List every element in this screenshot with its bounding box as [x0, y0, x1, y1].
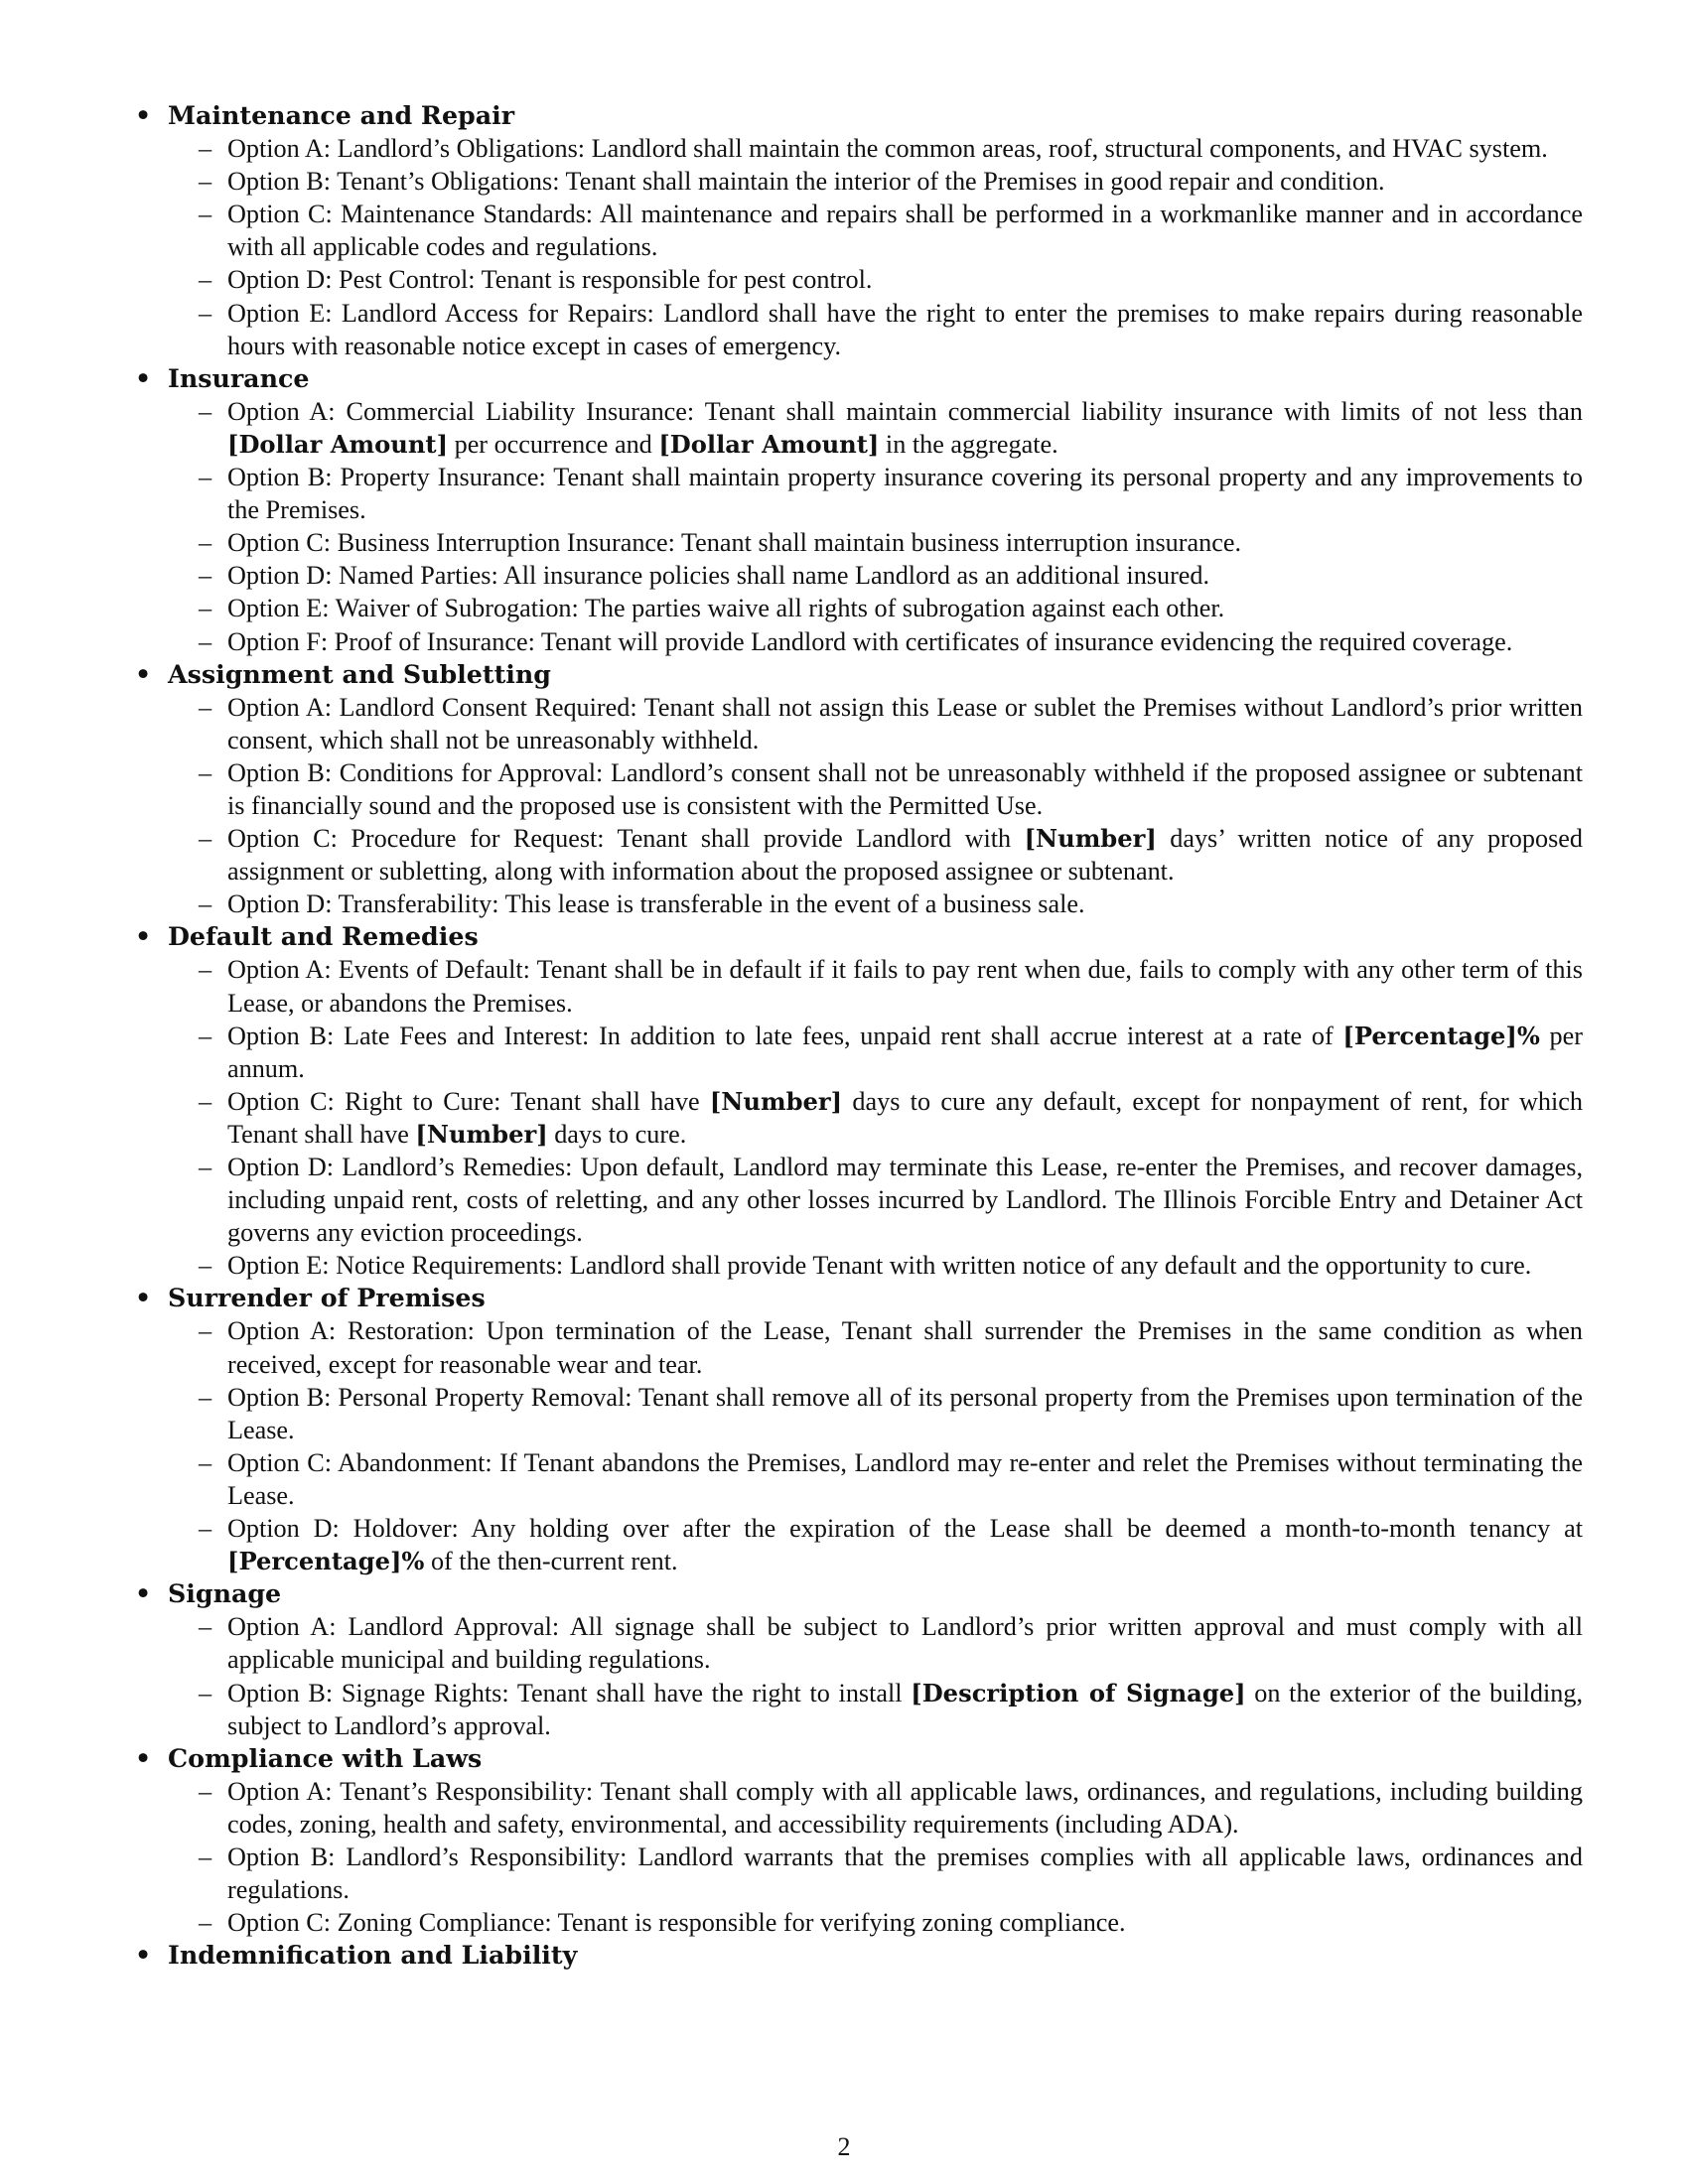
option-text: Option D: Pest Control: Tenant is responsible for pest control. [227, 265, 873, 295]
option-text: on the exterior of the building, subject to Landlord’s approval. [227, 1678, 1583, 1740]
option-text: days to cure. [547, 1119, 687, 1149]
option-text: Option C: Maintenance Standards: All maintenance and repairs shall be performed in a workmanlike manner and in accordance with all applicable codes and regulations. [227, 200, 1583, 262]
dash-icon: – [199, 561, 212, 591]
option-item [135, 1677, 1583, 1742]
dash-icon: – [199, 626, 212, 656]
option-item [135, 198, 1583, 263]
dash-icon: – [199, 265, 212, 295]
section-heading [135, 920, 1583, 953]
section-title: Indemnification and Liability [168, 1940, 578, 1971]
option-item [135, 165, 1583, 198]
option-item [135, 756, 1583, 822]
dash-icon: – [199, 1021, 212, 1050]
section [135, 658, 1583, 921]
page-number: 2 [837, 2132, 851, 2161]
section [135, 920, 1583, 1282]
dash-icon: – [199, 1842, 212, 1871]
option-item [135, 461, 1583, 526]
option-text: Option C: Business Interruption Insurance: Tenant shall maintain business interruption insurance. [227, 528, 1241, 558]
dash-icon: – [199, 1086, 212, 1116]
option-item [135, 1775, 1583, 1841]
option-text: days to cure any default, except for nonpayment of rent, for which Tenant shall have [227, 1086, 1583, 1149]
option-text: in the aggregate. [879, 429, 1058, 459]
section-title: Assignment and Subletting [168, 658, 551, 689]
option-item [135, 691, 1583, 756]
dash-icon: – [199, 1776, 212, 1806]
option-item [135, 1906, 1583, 1939]
dash-icon: – [199, 200, 212, 229]
dash-icon: – [199, 1678, 212, 1707]
dash-icon: – [199, 757, 212, 787]
option-item [135, 263, 1583, 296]
dash-icon: – [199, 692, 212, 722]
option-item [135, 1151, 1583, 1249]
option-text: per annum. [227, 1021, 1583, 1083]
bullet-icon: • [135, 1742, 152, 1773]
dash-icon: – [199, 1251, 212, 1281]
section-heading [135, 362, 1583, 395]
option-text: Option A: Tenant’s Responsibility: Tenant shall comply with all applicable laws, ordinances, and regulations, including building codes, zoning, health and safety, environmental, and accessibility requirements (including ADA). [227, 1776, 1583, 1839]
option-text: Option B: Personal Property Removal: Tenant shall remove all of its personal property from the Premises upon termination of the Lease. [227, 1382, 1583, 1444]
dash-icon: – [199, 1447, 212, 1477]
option-item [135, 887, 1583, 920]
option-text: Option B: Property Insurance: Tenant shall maintain property insurance covering its personal property and any improvements to the Premises. [227, 463, 1583, 525]
dash-icon: – [199, 1612, 212, 1642]
bullet-icon: • [135, 100, 152, 130]
option-item [135, 1381, 1583, 1446]
option-item [135, 625, 1583, 658]
option-text: Option D: Named Parties: All insurance policies shall name Landlord as an additional insured. [227, 561, 1210, 591]
placeholder-field: [Percentage]% [227, 1547, 425, 1576]
option-item [135, 132, 1583, 165]
option-text: Option C: Procedure for Request: Tenant shall provide Landlord with [227, 824, 1025, 854]
section-heading [135, 658, 1583, 691]
dash-icon: – [199, 396, 212, 426]
option-text: Option E: Waiver of Subrogation: The parties waive all rights of subrogation against each other. [227, 594, 1225, 623]
option-item [135, 1512, 1583, 1577]
section-heading [135, 1939, 1583, 1972]
section-title: Insurance [168, 362, 310, 393]
dash-icon: – [199, 1514, 212, 1544]
bullet-icon: • [135, 658, 152, 689]
option-item [135, 1446, 1583, 1512]
option-text: Option B: Late Fees and Interest: In addition to late fees, unpaid rent shall accrue interest at a rate of [227, 1021, 1343, 1050]
dash-icon: – [199, 1153, 212, 1181]
option-text: Option D: Holdover: Any holding over after the expiration of the Lease shall be deemed a month-to-month tenancy at [227, 1514, 1583, 1544]
option-list [135, 1610, 1583, 1741]
dash-icon: – [199, 824, 212, 854]
dash-icon: – [199, 955, 212, 985]
section-title: Compliance with Laws [168, 1742, 483, 1773]
section [135, 1939, 1583, 1972]
dash-icon: – [199, 594, 212, 623]
option-list [135, 1775, 1583, 1939]
placeholder-field: [Number] [709, 1086, 843, 1116]
document-body [135, 99, 1583, 1972]
option-list [135, 953, 1583, 1282]
placeholder-field: [Number] [415, 1119, 548, 1149]
option-text: days’ written notice of any proposed assignment or subletting, along with information about the proposed assignee or subtenant. [227, 824, 1583, 887]
option-text: Option B: Signage Rights: Tenant shall have the right to install [227, 1678, 912, 1707]
placeholder-field: [Percentage]% [1342, 1021, 1540, 1050]
dash-icon: – [199, 298, 212, 328]
option-text: Option A: Landlord Consent Required: Tenant shall not assign this Lease or sublet the Premises without Landlord’s prior written consent, which shall not be unreasonably withheld. [227, 692, 1583, 754]
section-heading [135, 1742, 1583, 1775]
dash-icon: – [199, 167, 212, 197]
option-text: Option F: Proof of Insurance: Tenant will provide Landlord with certificates of insurance evidencing the required coverage. [227, 626, 1513, 656]
option-item [135, 395, 1583, 461]
placeholder-field: [Dollar Amount] [658, 429, 880, 459]
option-item [135, 559, 1583, 592]
bullet-icon: • [135, 1940, 152, 1971]
section [135, 362, 1583, 658]
option-text: Option B: Tenant’s Obligations: Tenant shall maintain the interior of the Premises in good repair and condition. [227, 167, 1385, 197]
section-title: Signage [168, 1578, 282, 1609]
option-list [135, 691, 1583, 921]
option-list [135, 395, 1583, 658]
option-text: Option E: Notice Requirements: Landlord shall provide Tenant with written notice of any default and the opportunity to cure. [227, 1251, 1532, 1281]
dash-icon: – [199, 463, 212, 492]
dash-icon: – [199, 528, 212, 558]
option-text: Option B: Landlord’s Responsibility: Landlord warrants that the premises complies with all applicable laws, ordinances and regulations. [227, 1842, 1583, 1905]
option-text: Option A: Events of Default: Tenant shall be in default if it fails to pay rent when due, fails to comply with any other term of this Lease, or abandons the Premises. [227, 955, 1583, 1018]
option-text: Option C: Abandonment: If Tenant abandons the Premises, Landlord may re-enter and relet the Premises without terminating the Lease. [227, 1447, 1583, 1510]
option-text: Option A: Restoration: Upon termination of the Lease, Tenant shall surrender the Premises in the same condition as when received, except for reasonable wear and tear. [227, 1316, 1583, 1379]
option-text: Option C: Right to Cure: Tenant shall have [227, 1086, 710, 1116]
option-text: Option D: Transferability: This lease is transferable in the event of a business sale. [227, 889, 1085, 919]
section-title: Default and Remedies [168, 921, 479, 952]
option-list [135, 1314, 1583, 1577]
section-title: Surrender of Premises [168, 1283, 486, 1313]
bullet-icon: • [135, 1283, 152, 1313]
option-text: of the then-current rent. [424, 1547, 678, 1576]
option-item [135, 297, 1583, 362]
section [135, 1282, 1583, 1577]
section [135, 99, 1583, 362]
option-text: Option E: Landlord Access for Repairs: Landlord shall have the right to enter the premises to make repairs during reasonable hours with reasonable notice except in cases of emergency. [227, 298, 1583, 360]
section-heading [135, 99, 1583, 132]
option-item [135, 1085, 1583, 1151]
option-item [135, 1314, 1583, 1380]
option-item [135, 592, 1583, 624]
dash-icon: – [199, 1382, 212, 1412]
section-heading [135, 1282, 1583, 1314]
dash-icon: – [199, 134, 212, 164]
option-text: Option C: Zoning Compliance: Tenant is responsible for verifying zoning compliance. [227, 1908, 1126, 1938]
dash-icon: – [199, 889, 212, 919]
placeholder-field: [Description of Signage] [911, 1678, 1246, 1707]
section [135, 1577, 1583, 1741]
option-item [135, 822, 1583, 887]
bullet-icon: • [135, 362, 152, 393]
option-item [135, 1249, 1583, 1282]
dash-icon: – [199, 1908, 212, 1938]
option-item [135, 1020, 1583, 1085]
placeholder-field: [Dollar Amount] [227, 429, 449, 459]
option-text: Option B: Conditions for Approval: Landlord’s consent shall not be unreasonably withheld if the proposed assignee or subtenant is financially sound and the proposed use is consistent with the Permitted Use. [227, 757, 1583, 820]
option-item [135, 1610, 1583, 1676]
option-text: per occurrence and [448, 429, 659, 459]
option-item [135, 1841, 1583, 1906]
placeholder-field: [Number] [1024, 824, 1157, 854]
bullet-icon: • [135, 921, 152, 952]
option-text: Option A: Landlord Approval: All signage shall be subject to Landlord’s prior written approval and must comply with all applicable municipal and building regulations. [227, 1612, 1583, 1675]
option-text: Option A: Commercial Liability Insurance: Tenant shall maintain commercial liability insurance with limits of not less than [227, 396, 1583, 426]
option-item [135, 526, 1583, 559]
dash-icon: – [199, 1316, 212, 1346]
section-title: Maintenance and Repair [168, 100, 515, 130]
option-text: Option D: Landlord’s Remedies: Upon default, Landlord may terminate this Lease, re-enter the Premises, and recover damages, including unpaid rent, costs of reletting, and any other losses incurred by Landlord. The Illinois Forcible Entry and Detainer Act governs any eviction proceedings. [227, 1153, 1583, 1248]
option-text: Option A: Landlord’s Obligations: Landlord shall maintain the common areas, roof, structural components, and HVAC system. [227, 134, 1548, 164]
option-list [135, 132, 1583, 362]
section-heading [135, 1577, 1583, 1610]
section [135, 1742, 1583, 1940]
bullet-icon: • [135, 1578, 152, 1609]
option-item [135, 953, 1583, 1019]
